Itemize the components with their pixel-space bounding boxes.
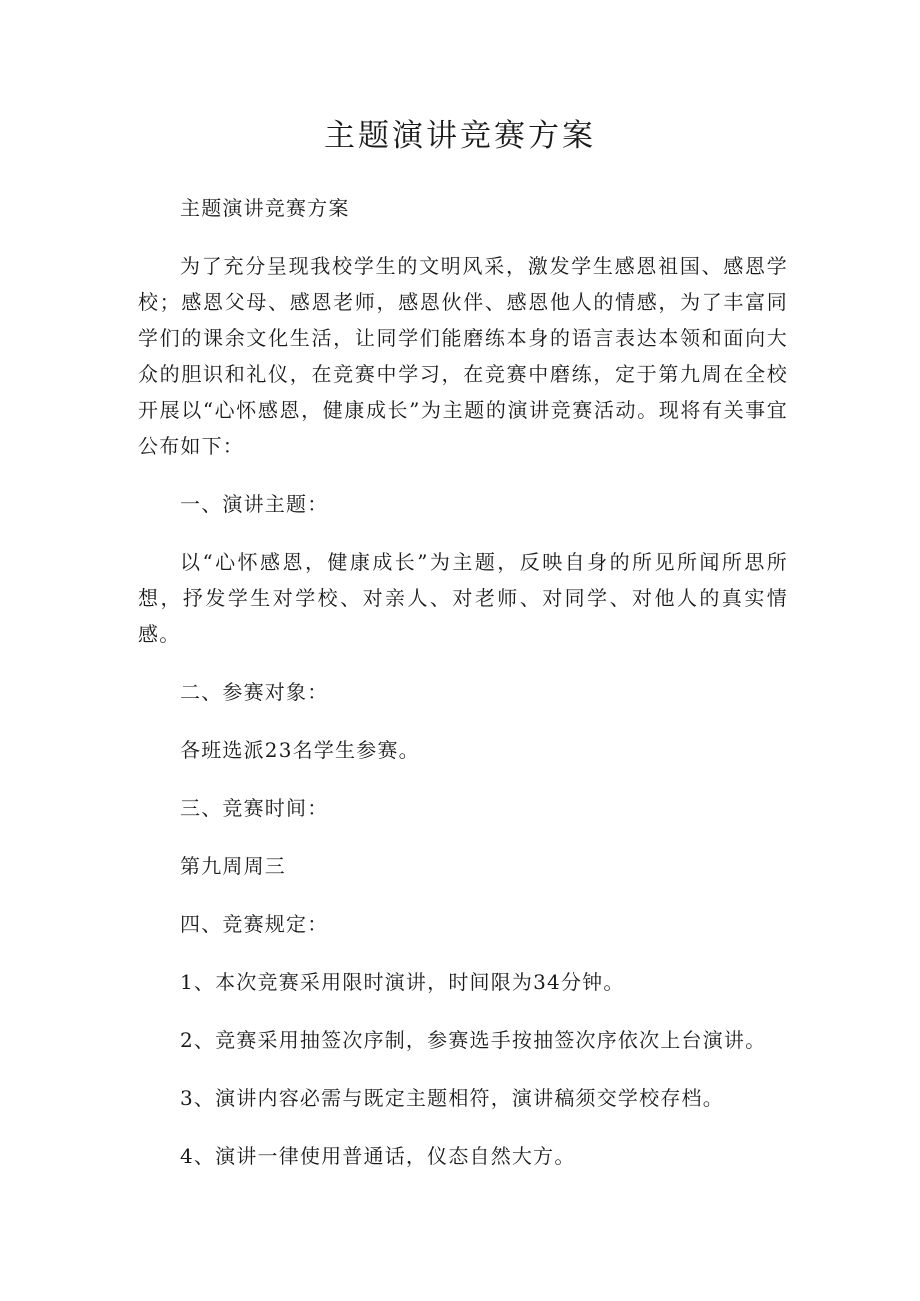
paragraph-subtitle: 主题演讲竞赛方案 [180, 196, 350, 220]
paragraph-theme: 以“心怀感恩，健康成长”为主题，反映自身的所见所闻所思所想，抒发学生对学校、对亲人、对老师、对同学、对他人的真实情感。 [138, 550, 788, 646]
heading-theme: 一、演讲主题： [180, 492, 329, 516]
rule-item-3: 3、演讲内容必需与既定主题相符，演讲稿须交学校存档。 [180, 1086, 724, 1110]
rule-item-1: 1、本次竞赛采用限时演讲，时间限为34分钟。 [180, 970, 625, 994]
heading-time: 三、竞赛时间： [180, 796, 329, 820]
heading-rules: 四、竞赛规定： [180, 912, 329, 936]
rule-item-2: 2、竞赛采用抽签次序制，参赛选手按抽签次序依次上台演讲。 [180, 1028, 767, 1052]
heading-participants: 二、参赛对象： [180, 680, 329, 704]
document-title: 主题演讲竞赛方案 [324, 118, 596, 154]
paragraph-participants: 各班选派23名学生参赛。 [180, 738, 420, 762]
document-body [138, 190, 788, 1196]
paragraph-time: 第九周周三 [180, 854, 286, 878]
rule-item-4: 4、演讲一律使用普通话，仪态自然大方。 [180, 1144, 576, 1168]
paragraph-intro: 为了充分呈现我校学生的文明风采，激发学生感恩祖国、感恩学校；感恩父母、感恩老师，感恩伙伴、感恩他人的情感，为了丰富同学们的课余文化生活，让同学们能磨练本身的语言表达本领和面向大众的胆识和礼仪，在竞赛中学习，在竞赛中磨练，定于第九周在全校开展以“心怀感恩，健康成长”为主题的演讲竞赛活动。现将有关事宜公布如下： [138, 254, 788, 458]
